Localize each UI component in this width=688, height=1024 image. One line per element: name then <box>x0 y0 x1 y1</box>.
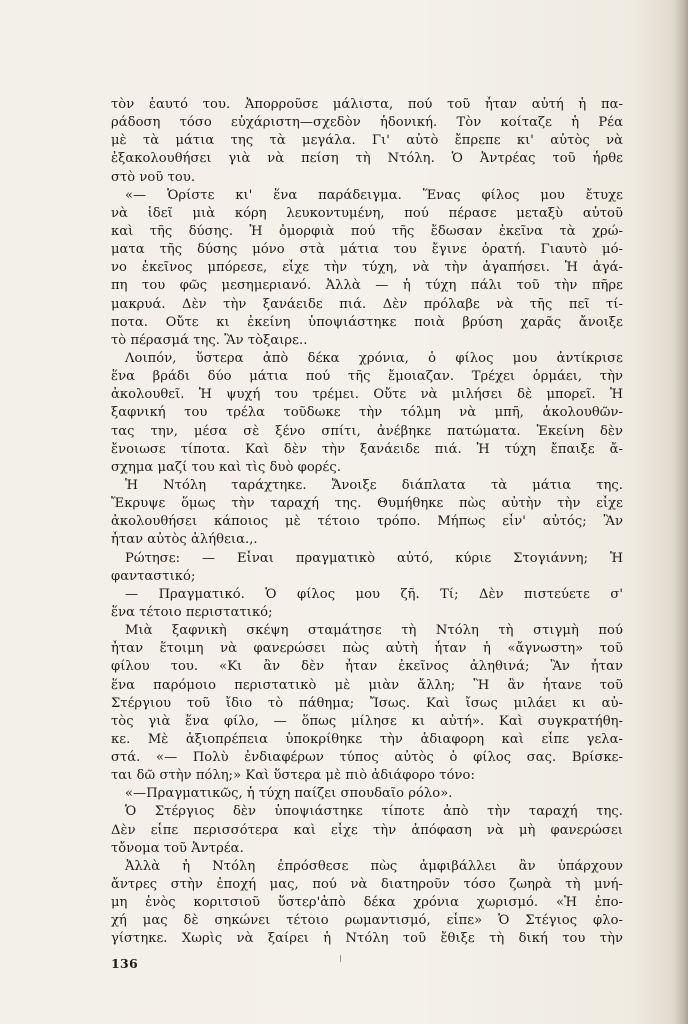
text-line: ἀκολουθήσει κάποιος μὲ τέτοιο τρόπο. Μήπως εἶν' αὐτός; Ἂν <box>111 514 623 530</box>
text-line: Ἔκρυψε ὅμως τὴν ταραχή της. Θυμήθηκε πὼς αὐτὴν τὴν εἶχε <box>111 496 623 512</box>
text-line: ἦταν ἕτοιμη νὰ φανερώσει πὼς αὐτὴ ἦταν ἡ «ἄγνωστη» τοῦ <box>111 641 623 657</box>
text-line: ται δῶ στὴν πόλη;» Καὶ ὕστερα μὲ πιὸ ἀδιάφορο τόνο: <box>111 768 475 784</box>
text-line: στὸ νοῦ του. <box>111 169 196 185</box>
text-line: χή μας δὲ σηκώνει τέτοιο ρωμαντισμό, εἶπε» Ὁ Στέγιος φλο- <box>111 913 623 929</box>
text-line: Ἀλλὰ ἡ Ντόλη ἐπρόσθεσε πὼς ἀμφιβάλλει ἂν ὑπάρχουν <box>125 858 623 874</box>
text-line: ἀκολουθεῖ. Ἡ ψυχή του τρέμει. Οὔτε νὰ μιλήσει δὲ μπορεῖ. Ἡ <box>111 387 623 403</box>
text-line: Μιὰ ξαφνικὴ σκέψη σταμάτησε τὴ Ντόλη τὴ στιγμὴ πού <box>125 623 623 639</box>
text-line: νο ἐκεῖνος μπόρεσε, εἶχε τὴν τύχη, νὰ τὴν ἀγαπήσει. Ἡ ἀγά- <box>111 260 623 276</box>
text-line: μη ἑνὸς κοριτσιοῦ ὕστερ'ἀπὸ δέκα χρόνια χωρισμό. «Ἡ ἐπο- <box>111 895 623 911</box>
text-line: τὄνομα τοῦ Ἀντρέα. <box>111 840 244 856</box>
text-line: φίλου του. «Κι ἂν δὲν ἦταν ἐκεῖνος ἀληθινά; Ἂν ἦταν <box>111 659 623 675</box>
text-line: ποτα. Οὔτε κι ἐκείνη ὑποψιάστηκε ποιὰ βρύση χαρᾶς ἄνοιξε <box>111 314 623 330</box>
text-line: ἔνοιωσε τίποτα. Καὶ δὲν τὴν ξανάειδε πιά. Ἡ τύχη ἔπαιξε ἄ- <box>111 441 623 457</box>
text-line: τὸν ἑαυτό του. Ἀπορροῦσε μάλιστα, πού τοῦ ἦταν αὐτή ἡ πα- <box>111 97 623 112</box>
text-line: τὸς γιὰ ἕνα φίλο, — ὅπως μίλησε κι αὐτή». Καὶ συγκρατήθη- <box>111 713 623 729</box>
text-line: κε. Μὲ ἀξιοπρέπεια ὑποκρίθηκε τὴν ἀδιαφορη καὶ εἶπε γελα- <box>111 731 623 747</box>
text-line: ἐξακολουθήσει γιὰ νὰ πείση τὴ Ντόλη. Ὁ Ἀντρέας τοῦ ἦρθε <box>111 151 623 167</box>
text-line: μὲ τὰ μάτια της τὰ μεγάλα. Γι' αὐτὸ ἔπρεπε κι' αὐτὸς νὰ <box>111 133 623 149</box>
text-line: μακρυά. Δὲν τὴν ξανάειδε πιά. Δὲν πρόλαβε νὰ τῆς πεῖ τί- <box>111 296 623 312</box>
text-line: τας την, μέσα σὲ ξένο σπίτι, ἀνέβηκε πατώματα. Ἐκείνη δὲν <box>111 423 623 439</box>
text-line: Ἡ Ντόλη ταράχτηκε. Ἄνοιξε διάπλατα τὰ μάτια της. <box>125 477 623 493</box>
text-line: «—Πραγματικῶς, ἡ τύχη παίζει σπουδαῖο ρόλο». <box>125 786 453 802</box>
text-line: ματα τῆς δύσης μόνο στὰ μάτια του ἔγινε ὁρατή. Γιαυτὸ μό- <box>111 242 623 258</box>
text-line: Δὲν εἶπε περισσότερα καὶ εἶχε τὴν ἀπόφαση νὰ μὴ φανερώσει <box>111 822 623 838</box>
text-line: «— Ὁρίστε κι' ἕνα παράδειγμα. Ἕνας φίλος μου ἔτυχε <box>125 187 623 203</box>
text-line: γίστηκε. Χωρὶς νὰ ξαίρει ἡ Ντόλη τοῦ ἔθιξε τὴ δική του τὴν <box>111 931 623 947</box>
page-edge-shadow <box>674 0 688 1024</box>
text-line: Ρώτησε: — Εἶναι πραγματικὸ αὐτό, κύριε Στογιάννη; Ἡ <box>125 550 623 566</box>
text-line: ἕνα τέτοιο περιστατικό; <box>111 604 273 620</box>
text-line: σχημα μαζί του καὶ τὶς δυὸ φορές. <box>111 459 341 475</box>
text-line: τὸ πέρασμά της. Ἂν τὸξαιρε.. <box>111 332 308 348</box>
paper-speck <box>340 955 341 962</box>
text-line: φανταστικό; <box>111 568 196 584</box>
body-text <box>111 96 623 949</box>
text-line: νὰ ἰδεῖ μιὰ κόρη λευκοντυμένη, πού πέρασε μεταξὺ αὐτοῦ <box>111 205 623 221</box>
page-number: 136 <box>111 956 138 971</box>
text-line: — Πραγματικό. Ὁ φίλος μου ζῆ. Τί; Δὲν πιστεύετε σ' <box>125 586 623 602</box>
text-line: ἕνα παρόμοιο περιστατικὸ μὲ μιὰν ἄλλη; Ἢ ἂν ἦτανε τοῦ <box>111 677 623 693</box>
text-line: Στέργιου τοῦ ἴδιο τὸ πάθημα; Ἴσως. Καὶ ἴσως μιλάει κι αὐ- <box>111 695 623 711</box>
text-line: ξαφνική του τρέλα τοῦδωκε τὴν τόλμη νὰ μπῆ, ἀκολουθῶν- <box>111 405 623 421</box>
text-line: ἄντρες στὴν ἐποχή μας, πού νὰ διατηροῦν τόσο ζωηρὰ τὴ μνή- <box>111 877 623 893</box>
text-line: πη του φῶς μεσημεριανό. Ἀλλὰ — ἡ τύχη πάλι τοῦ τὴν πῆρε <box>111 278 623 294</box>
text-line: ἕνα βράδι δύο μάτια πού τῆς ἔμοιαζαν. Τρέχει ὁρμάει, τὴν <box>111 369 623 385</box>
text-line: στά. «— Πολὺ ἐνδιαφέρων τύπος αὐτὸς ὁ φίλος σας. Βρίσκε- <box>111 750 623 766</box>
text-line: καὶ τῆς δύσης. Ἡ ὀμορφιὰ πού τῆς ἔδωσαν ἐκεῖνα τὰ χρώ- <box>111 223 623 239</box>
text-line: ράδοση τόσο εὐχάριστη—σχεδὸν ἡδονική. Τὸν κοίταζε ἡ Ρέα <box>111 115 623 131</box>
text-line: Ὁ Στέργιος δὲν ὑποψιάστηκε τίποτε ἀπὸ τὴν ταραχή της. <box>125 804 623 820</box>
text-line: ἦταν αὐτὸς ἀλήθεια.,. <box>111 532 258 548</box>
text-line: Λοιπόν, ὕστερα ἀπὸ δέκα χρόνια, ὁ φίλος μου ἀντίκρισε <box>125 350 623 366</box>
